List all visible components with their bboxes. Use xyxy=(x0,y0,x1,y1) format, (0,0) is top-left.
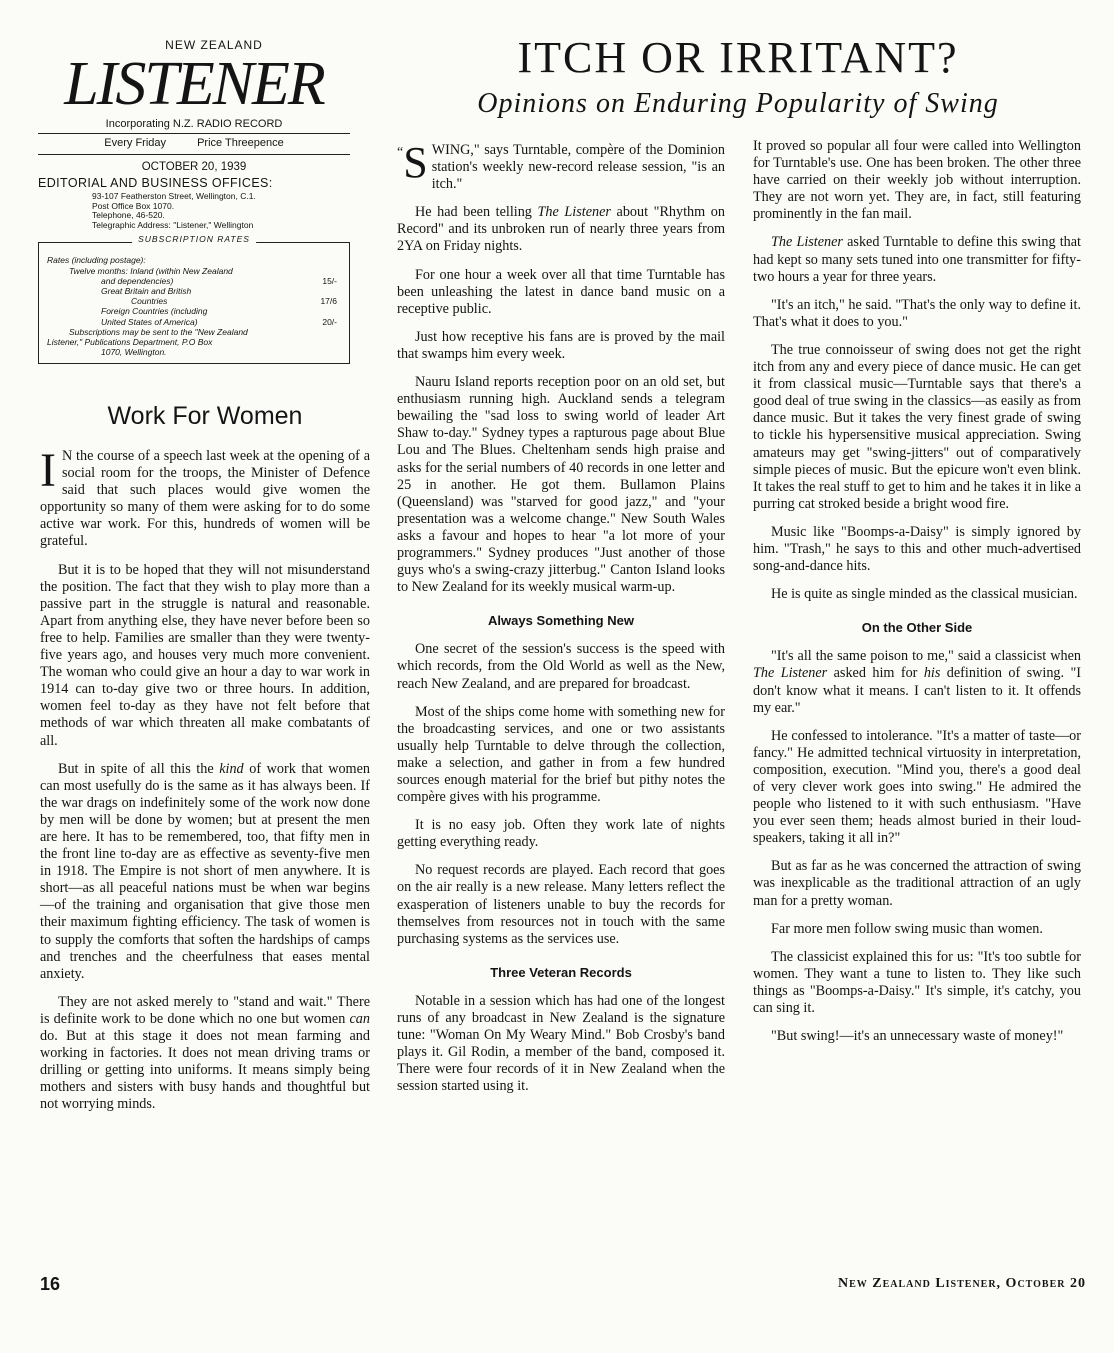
subscription-title: SUBSCRIPTION RATES xyxy=(132,234,256,244)
price: Price Threepence xyxy=(197,137,284,149)
headline xyxy=(400,32,1076,120)
paragraph: Most of the ships come home with something new for the broadcasting services, and one or two assistants usually help Turntable to delve through the collection, make a selection, and gather in from a few hundred sources enough material for the brief but pithy notes the compère gives with his programme. xyxy=(397,703,725,806)
masthead xyxy=(38,38,350,364)
office-address xyxy=(92,192,350,230)
rate-inland: and dependencies) 15/- xyxy=(101,275,337,286)
masthead-rule-2 xyxy=(38,154,350,155)
paragraph: Just how receptive his fans are is proved by the mail that swamps him every week. xyxy=(397,328,725,362)
masthead-logo: LISTENER xyxy=(64,50,324,118)
paragraph: "But swing!—it's an unnecessary waste of money!" xyxy=(771,1028,1064,1045)
editorial-column xyxy=(40,444,370,1124)
subscription-note: Listener," Publications Department, P.O Box xyxy=(47,337,213,347)
paragraph: He confessed to intolerance. "It's a matter of taste—or fancy." He admitted technical virtuosity in interpretation, composition, execution. "Mind you, there's a good deal of very clever work goes into swing." He admired the people who listened to it with such enthusiasm. "Have you ever seen them; heads almost buried in their loud-speakers, taking it all in?" xyxy=(753,727,1081,847)
paragraph: But as far as he was concerned the attraction of swing was inexplicable as the traditional attraction of an ugly man for a pretty woman. xyxy=(753,858,1081,909)
address-line: 93-107 Featherston Street, Wellington, C.1. xyxy=(92,191,256,201)
subheading: Always Something New xyxy=(488,613,634,629)
paragraph: One secret of the session's success is the speed with which records, from the Old World as well as the New, reach New Zealand, and are prepared for broadcast. xyxy=(397,641,725,692)
subscription-box xyxy=(38,234,350,364)
paragraph: No request records are played. Each record that goes on the air really is a new release. Many letters reflect the exasperation of listeners unable to buy the records for themselves from resources not in touch with the same purchasing systems as the services use. xyxy=(397,862,725,947)
rate-foreign-line: Foreign Countries (including xyxy=(101,306,208,317)
paragraph: The classicist explained this for us: "It's too subtle for women. They want a tune to listen to. They like such things as "Boomps-a-Daisy." It's simple, it's catchy, you can sing it. xyxy=(753,948,1081,1017)
subheading: On the Other Side xyxy=(861,620,973,636)
rate-gb-line: Great Britain and British xyxy=(101,285,192,296)
masthead-frequency xyxy=(38,134,350,151)
paragraph: Notable in a session which has had one of the longest runs of any broadcast in New Zealand is the signature tune: "Woman On My Weary Mind." Bob Crosby's band plays it. Gil Rodin, a member of the band, composed it. There were four records of it in New Zealand when the session started using it. xyxy=(397,992,725,1095)
drop-cap: I xyxy=(40,444,56,497)
paragraph: Music like "Boomps-a-Daisy" is simply ignored by him. "Trash," he says to this and other much-advertised song-and-dance hits. xyxy=(753,523,1081,575)
paragraph: They are not asked merely to "stand and wait." There is definite work to be done which no one but women can do. But at this stage it does not mean farming and working in factories. It does not mean driving trams or drilling or getting into uniforms. It means simply being mothers and sisters with busy hands and thoughtful but not worrying minds. xyxy=(40,993,370,1113)
masthead-nz: NEW ZEALAND xyxy=(165,38,263,52)
paragraph: “ S WING," says Turntable, compère of the Dominion station's weekly new-record release session, "is an itch." xyxy=(397,138,725,193)
article-column-2 xyxy=(753,138,1081,1056)
address-line: Telegraphic Address: "Listener," Wellington xyxy=(92,219,254,230)
subscription-note: Subscriptions may be sent to the "New Zealand xyxy=(69,326,248,337)
rates-label: Rates (including postage): xyxy=(47,255,146,266)
paragraph: Nauru Island reports reception poor on an old set, but enthusiasm running high. Auckland sends a telegram bewailing the "sad loss to swing world of leader Art Shaw to-day." Sydney types a rapturous page about Blue Lou and The Blues. Cheltenham sends high praise and asks for the serial numbers of 40 records in one letter and 25 in another. He got them. Bullamon Plains (Queensland) was "starved for good jazz," and "your presentation was a welcome change." New South Wales asks a favour and hopes to hear "a lot more of your programmers." Sydney produces "Just another of those guys who's a swing-crazy jitterbug." Canton Island looks to New Zealand for its weekly musical warm-up. xyxy=(397,374,725,596)
paragraph: I N the course of a speech last week at the opening of a social room for the troops, the Minister of Defence said that such places would give women the opportunity so many of them were asking for to do some active war work. For this, hundreds of women will be grateful. xyxy=(40,444,370,550)
footer-title: New Zealand Listener, October 20 xyxy=(837,1276,1086,1291)
rate-foreign: United States of America) 20/- xyxy=(101,316,337,327)
paragraph: He is quite as single minded as the classical musician. xyxy=(771,586,1078,603)
paragraph: The Listener asked Turntable to define this swing that had kept so many sets tuned into one transmitter for fifty-two hours a year for three years. xyxy=(753,234,1081,285)
paragraph: It is no easy job. Often they work late of nights getting everything ready. xyxy=(397,817,725,851)
paragraph: But it is to be hoped that they will not misunderstand the position. The fact that they wish to play more than a passive part in the struggle is natural and reasonable. Apart from anything else, they have never before been so free to help. Families are smaller than they were twenty-five years ago, and houses very much more convenient. The woman who could give an hour a day to war work in 1914 can to-day give two or three hours. In addition, women feel to-day as they have not felt before that methods of war which threaten all make combatants of all. xyxy=(40,561,370,749)
paragraph: The true connoisseur of swing does not get the right itch from any and every piece of dance music. He can get it from classical music—Turntable says that there's a good deal of true swing in the classics—as easily as from dance music. But it takes the very finest grade of swing to tickle his hypersensitive musical appreciation. Swing amateurs may get "swing-jitters" out of comparatively simple pieces of music. But the epicure won't even blink. It takes the real stuff to get to him and he takes it in like a purring cat stroked beside a bright wood fire. xyxy=(753,341,1081,512)
address-line: Post Office Box 1070. xyxy=(92,200,175,211)
paragraph: Far more men follow swing music than women. xyxy=(771,920,1043,937)
rate-gb: Countries 17/6 xyxy=(131,296,337,307)
open-quote: “ xyxy=(397,145,404,160)
every-friday: Every Friday xyxy=(104,137,167,149)
address-line: Telephone, 46-520. xyxy=(92,210,165,221)
paragraph: It proved so popular all four were called into Wellington for Turntable's use. One has been broken. The other three have carried on their weekly job without interruption. They are not worn yet. They are, in fact, still featuring prominently in the fan mail. xyxy=(753,138,1081,223)
paragraph: But in spite of all this the kind of work that women can most usefully do is the same as it has always been. If the war drags on indefinitely some of the work now done by men will be done by women; but at present the men are here. It has to be remembered, too, that fifty men in the front line to-day are as effective as seventy-five men in 1918. The Empire is not short of men anywhere. It is short—as all peaceful nations must be when war begins—of the training and organisation that give those men their maximum fighting efficiency. The task of women is to supply the comforts that soften the hardships of camps and trenches and the cheerfulness that eases mental anxiety. xyxy=(40,760,370,982)
paragraph: For one hour a week over all that time Turntable has been unleashing the latest in dance band music on a receptive public. xyxy=(397,266,725,317)
paragraph: "It's all the same poison to me," said a classicist when The Listener asked him for his definition of swing. "I don't know what it means. I can't listen to it. It offends my ear." xyxy=(753,648,1081,716)
issue-date: OCTOBER 20, 1939 xyxy=(141,161,247,173)
editorial-title: Work For Women xyxy=(107,402,303,430)
article-column-1 xyxy=(397,138,725,1107)
subscription-note: 1070, Wellington. xyxy=(101,347,167,358)
page-number: 16 xyxy=(40,1274,61,1294)
twelve-months: Twelve months: Inland (within New Zealand xyxy=(69,265,233,276)
masthead-incorporating: Incorporating N.Z. RADIO RECORD xyxy=(105,118,283,130)
paragraph: He had been telling The Listener about "Rhythm on Record" and its unbroken run of nearly three years from 2YA on Friday nights. xyxy=(397,204,725,255)
subheading: Three Veteran Records xyxy=(490,964,632,980)
offices-heading: EDITORIAL AND BUSINESS OFFICES: xyxy=(38,176,273,190)
paragraph: "It's an itch," he said. "That's the only way to define it. That's what it does to you." xyxy=(753,296,1081,330)
drop-cap: S xyxy=(403,138,428,187)
headline-title: ITCH OR IRRITANT? xyxy=(517,33,959,82)
headline-subtitle: Opinions on Enduring Popularity of Swing xyxy=(477,88,999,119)
